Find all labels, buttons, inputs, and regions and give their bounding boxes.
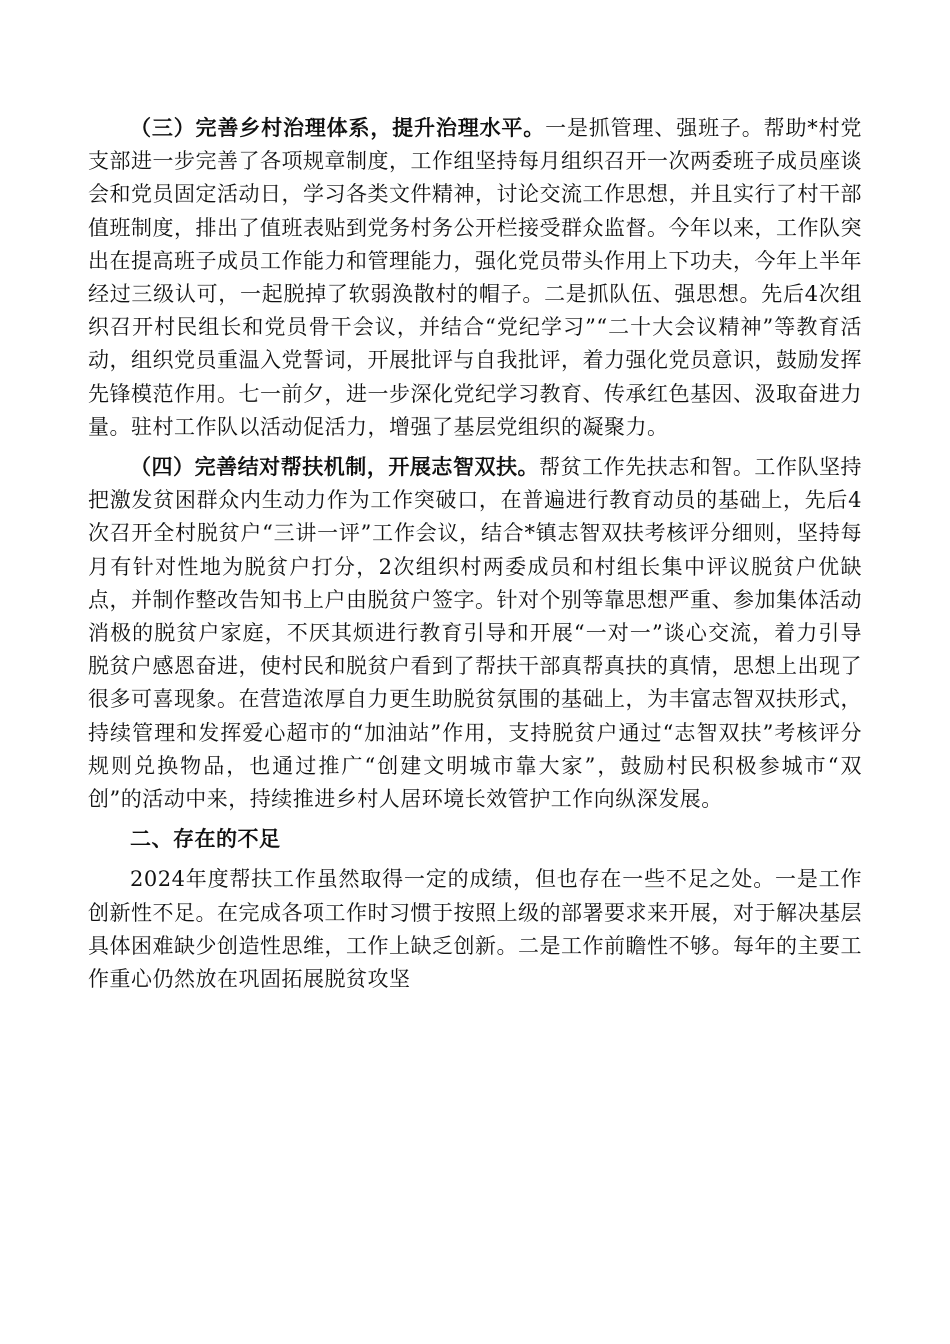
- paragraph-section-4: [88, 451, 862, 816]
- section-4-lead: （四）完善结对帮扶机制，开展志智双扶。: [130, 455, 540, 480]
- section-4-body: 帮贫工作先扶志和智。工作队坚持把激发贫困群众内生动力作为工作突破口，在普遍进行教育动员的基础上，先后4次召开全村脱贫户“三讲一评”工作会议，结合*镇志智双扶考核评分细则，坚持每月有针对性地为脱贫户打分，2次组织村两委成员和村组长集中评议脱贫户优缺点，并制作整改告知书上户由脱贫户签字。针对个别等靠思想严重、参加集体活动消极的脱贫户家庭，不厌其烦进行教育引导和开展“一对一”谈心交流，着力引导脱贫户感恩奋进，使村民和脱贫户看到了帮扶干部真帮真扶的真情，思想上出现了很多可喜现象。在营造浓厚自力更生助脱贫氛围的基础上，为丰富志智双扶形式，持续管理和发挥爱心超市的“加油站”作用，支持脱贫户通过“志智双扶”考核评分规则兑换物品，也通过推广“创建文明城市靠大家”，鼓励村民积极参城市“双创”的活动中来，持续推进乡村人居环境长效管护工作向纵深发展。: [88, 455, 863, 812]
- heading-shortcomings: 二、存在的不足: [130, 827, 281, 852]
- document-body: [88, 112, 862, 996]
- paragraph-shortcomings: 2024年度帮扶工作虽然取得一定的成绩，但也存在一些不足之处。一是工作创新性不足。在完成各项工作时习惯于按照上级的部署要求来开展，对于解决基层具体困难缺少创造性思维，工作上缺乏创新。二是工作前瞻性不够。每年的主要工作重心仍然放在巩固拓展脱贫攻坚: [88, 867, 862, 992]
- section-3-lead: （三）完善乡村治理体系，提升治理水平。: [130, 116, 546, 140]
- section-3-body: 一是抓管理、强班子。帮助*村党支部进一步完善了各项规章制度，工作组坚持每月组织召开一次两委班子成员座谈会和党员固定活动日，学习各类文件精神，讨论交流工作思想，并且实行了村干部值班制度，排出了值班表贴到党务村务公开栏接受群众监督。今年以来，工作队突出在提高班子成员工作能力和管理能力，强化党员带头作用上下功夫，今年上半年经过三级认可，一起脱掉了软弱涣散村的帽子。二是抓队伍、强思想。先后4次组织召开村民组长和党员骨干会议，并结合“党纪学习”“二十大会议精神”等教育活动，组织党员重温入党誓词，开展批评与自我批评，着力强化党员意识，鼓励发挥先锋模范作用。七一前夕，进一步深化党纪学习教育、传承红色基因、汲取奋进力量。驻村工作队以活动促活力，增强了基层党组织的凝聚力。: [88, 116, 863, 439]
- paragraph-section-3: [88, 112, 862, 444]
